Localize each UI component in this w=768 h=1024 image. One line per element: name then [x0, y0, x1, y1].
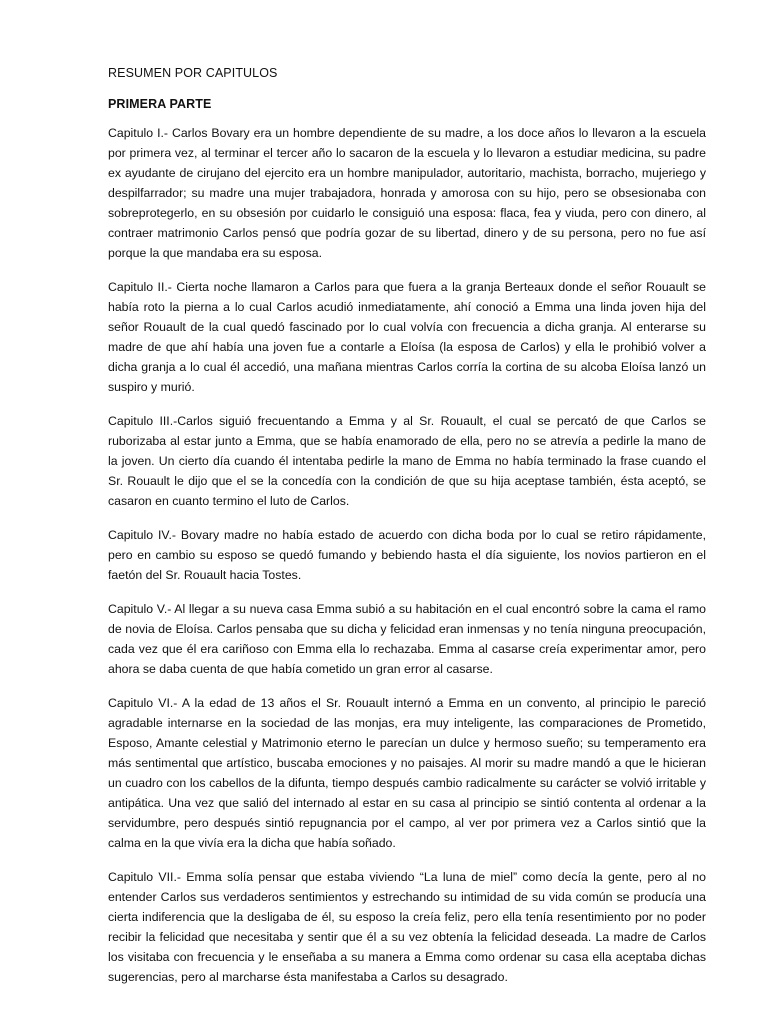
chapter-4-paragraph: Capitulo IV.- Bovary madre no había estado de acuerdo con dicha boda por lo cual se retiro rápidamente, pero en cambio su esposo se quedó fumando y bebiendo hasta el día siguiente, los novios partieron en el faetón del Sr. Rouault hacia Tostes. [108, 528, 706, 582]
part-title: PRIMERA PARTE [108, 97, 212, 111]
document-title: RESUMEN POR CAPITULOS [108, 66, 278, 80]
chapter-1-paragraph: Capitulo I.- Carlos Bovary era un hombre dependiente de su madre, a los doce años lo llevaron a la escuela por primera vez, al terminar el tercer año lo sacaron de la escuela y lo llevaron a estudiar medicina, su padre ex ayudante de cirujano del ejercito era un hombre manipulador, autoritario, machista, borracho, mujeriego y despilfarrador; su madre una mujer trabajadora, honrada y amorosa con su hijo, pero se obsesionaba con sobreprotegerlo, en su obsesión por cuidarlo le consiguió una esposa: flaca, fea y viuda, pero con dinero, al contraer matrimonio Carlos pensó que podría gozar de su libertad, dinero y de su persona, pero no fue así porque la que mandaba era su esposa. [108, 126, 706, 260]
chapter-6-paragraph: Capitulo VI.- A la edad de 13 años el Sr. Rouault internó a Emma en un convento, al principio le pareció agradable internarse en la sociedad de las monjas, era muy inteligente, las comparaciones de Prometido, Esposo, Amante celestial y Matrimonio eterno le parecían un dulce y hermoso sueño; su temperamento era más sentimental que artístico, buscaba emociones y no paisajes. Al morir su madre mandó a que le hicieran un cuadro con los cabellos de la difunta, tiempo después cambio radicalmente su carácter se volvió irritable y antipática. Una vez que salió del internado al estar en su casa al principio se sintió contenta al ordenar a la servidumbre, pero después sintió repugnancia por el campo, al ver por primera vez a Carlos sintió que la calma en la que vivía era la dicha que había soñado. [108, 696, 706, 850]
chapter-list [108, 123, 706, 987]
chapter-5-paragraph: Capitulo V.- Al llegar a su nueva casa Emma subió a su habitación en el cual encontró sobre la cama el ramo de novia de Eloísa. Carlos pensaba que su dicha y felicidad eran inmensas y no tenía ninguna preocupación, cada vez que él era cariñoso con Emma ella lo rechazaba. Emma al casarse creía experimentar amor, pero ahora se daba cuenta de que había cometido un gran error al casarse. [108, 602, 706, 676]
chapter-7-paragraph: Capitulo VII.- Emma solía pensar que estaba viviendo “La luna de miel” como decía la gente, pero al no entender Carlos sus verdaderos sentimientos y estrechando su intimidad de su vida común se producía una cierta indiferencia que la desligaba de él, su esposo la creía feliz, pero ella tenía resentimiento por no poder recibir la felicidad que necesitaba y sentir que él a su vez obtenía la felicidad deseada. La madre de Carlos los visitaba con frecuencia y le enseñaba a su manera a Emma como ordenar su casa ella aceptaba dichas sugerencias, pero al marcharse ésta manifestaba a Carlos su desagrado. [108, 870, 706, 984]
chapter-3-paragraph: Capitulo III.-Carlos siguió frecuentando a Emma y al Sr. Rouault, el cual se percató de que Carlos se ruborizaba al estar junto a Emma, que se había enamorado de ella, pero no se atrevía a pedirle la mano de la joven. Un cierto día cuando él intentaba pedirle la mano de Emma no había terminado la frase cuando el Sr. Rouault le dijo que el se la concedía con la condición de que su hija aceptase también, ésta aceptó, se casaron en cuanto termino el luto de Carlos. [108, 414, 706, 508]
chapter-2-paragraph: Capitulo II.- Cierta noche llamaron a Carlos para que fuera a la granja Berteaux donde el señor Rouault se había roto la pierna a lo cual Carlos acudió inmediatamente, ahí conoció a Emma una linda joven hija del señor Rouault de la cual quedó fascinado por lo cual volvía con frecuencia a dicha granja. Al enterarse su madre de que ahí había una joven fue a contarle a Eloísa (la esposa de Carlos) y ella le prohibió volver a dicha granja a lo cual él accedió, una mañana mientras Carlos corría la cortina de su alcoba Eloísa lanzó un suspiro y murió. [108, 280, 706, 394]
